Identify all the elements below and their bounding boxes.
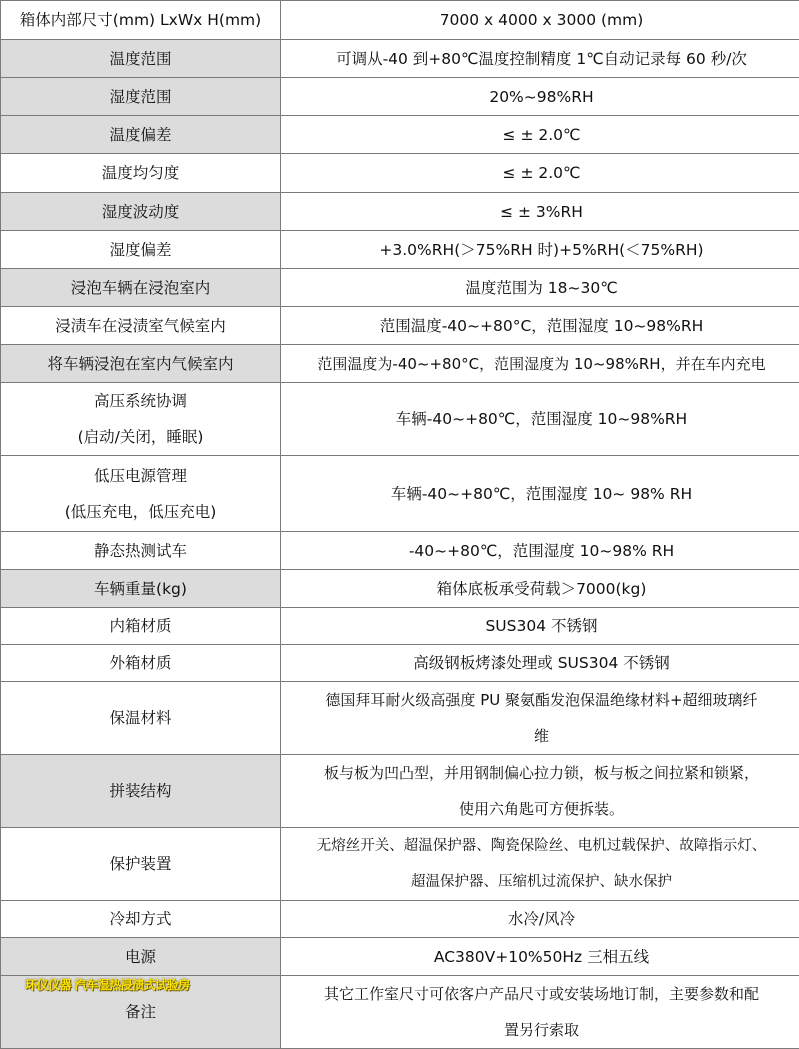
row-value: 温度范围为 18~30℃ [281, 269, 799, 307]
table-row [1, 78, 799, 116]
row-label-line: 高压系统协调 [2, 383, 279, 419]
table-row [1, 383, 799, 456]
row-value: -40~+80℃，范围湿度 10~98% RH [281, 532, 799, 570]
table-row [1, 608, 799, 645]
table-row [1, 231, 799, 269]
row-label: 温度偏差 [1, 116, 281, 154]
row-label: 湿度范围 [1, 78, 281, 116]
row-label [1, 456, 281, 532]
row-label: 湿度偏差 [1, 231, 281, 269]
table-row [1, 755, 799, 828]
row-value: 20%~98%RH [281, 78, 799, 116]
row-label: 浸泡车辆在浸泡室内 [1, 269, 281, 307]
row-label [1, 383, 281, 456]
table-row [1, 532, 799, 570]
row-label: 保温材料 [1, 682, 281, 755]
table-row [1, 269, 799, 307]
row-value: AC380V+10%50Hz 三相五线 [281, 938, 799, 976]
row-label: 拼装结构 [1, 755, 281, 828]
row-value: 车辆-40~+80℃，范围湿度 10~98%RH [281, 383, 799, 456]
row-label-text: 备注 [125, 1003, 156, 1021]
table-row [1, 154, 799, 193]
row-value [281, 976, 799, 1049]
table-row [1, 345, 799, 383]
row-value [281, 828, 799, 901]
row-label [1, 976, 281, 1049]
table-row [1, 40, 799, 78]
table-row [1, 682, 799, 755]
table-row [1, 828, 799, 901]
row-label: 车辆重量(kg) [1, 570, 281, 608]
row-label: 温度均匀度 [1, 154, 281, 193]
row-value: SUS304 不锈钢 [281, 608, 799, 645]
watermark-text: 环仪仪器 汽车湿热浸渍式试验房 [25, 978, 190, 992]
row-value-line: 超温保护器、压缩机过流保护、缺水保护 [282, 864, 799, 900]
row-value-line: 使用六角匙可方便拆装。 [282, 791, 799, 827]
row-label: 外箱材质 [1, 645, 281, 682]
row-value: 水冷/风冷 [281, 901, 799, 938]
table-row [1, 193, 799, 231]
table-row [1, 1, 799, 40]
row-label: 将车辆浸泡在室内气候室内 [1, 345, 281, 383]
row-label: 电源 [1, 938, 281, 976]
row-label: 箱体内部尺寸(mm) LxWx H(mm) [1, 1, 281, 40]
row-label: 内箱材质 [1, 608, 281, 645]
row-value: 范围温度-40~+80°C，范围湿度 10~98%RH [281, 307, 799, 345]
table-row [1, 116, 799, 154]
row-value-line: 板与板为凹凸型，并用钢制偏心拉力锁，板与板之间拉紧和锁紧， [282, 755, 799, 791]
row-label: 静态热测试车 [1, 532, 281, 570]
row-value: 车辆-40~+80℃，范围湿度 10~ 98% RH [281, 456, 799, 532]
table-row [1, 901, 799, 938]
row-label: 冷却方式 [1, 901, 281, 938]
row-label-line: (低压充电，低压充电) [2, 494, 279, 530]
row-label-line: 低压电源管理 [2, 458, 279, 494]
row-value: ≤ ± 2.0℃ [281, 154, 799, 193]
row-value: 范围温度为-40~+80°C，范围湿度为 10~98%RH，并在车内充电 [281, 345, 799, 383]
table-row [1, 976, 799, 1049]
row-value-line: 其它工作室尺寸可依客户产品尺寸或安装场地订制，主要参数和配 [282, 976, 799, 1012]
row-label: 湿度波动度 [1, 193, 281, 231]
row-value [281, 755, 799, 828]
row-value-line: 置另行索取 [282, 1012, 799, 1048]
row-value: 箱体底板承受荷载＞7000(kg) [281, 570, 799, 608]
row-value: ≤ ± 2.0℃ [281, 116, 799, 154]
row-label: 温度范围 [1, 40, 281, 78]
row-label: 保护装置 [1, 828, 281, 901]
row-value: 7000 x 4000 x 3000 (mm) [281, 1, 799, 40]
row-label: 浸渍车在浸渍室气候室内 [1, 307, 281, 345]
row-value: 高级钢板烤漆处理或 SUS304 不锈钢 [281, 645, 799, 682]
row-value-line: 无熔丝开关、超温保护器、陶瓷保险丝、电机过载保护、故障指示灯、 [282, 828, 799, 864]
row-value: +3.0%RH(＞75%RH 时)+5%RH(＜75%RH) [281, 231, 799, 269]
table-row [1, 570, 799, 608]
row-value: 可调从-40 到+80℃温度控制精度 1℃自动记录每 60 秒/次 [281, 40, 799, 78]
row-value-line: 德国拜耳耐火级高强度 PU 聚氨酯发泡保温绝缘材料+超细玻璃纤 [282, 682, 799, 718]
row-value: ≤ ± 3%RH [281, 193, 799, 231]
row-label-line: (启动/关闭，睡眠) [2, 419, 279, 455]
table-row [1, 645, 799, 682]
row-value-line: 维 [282, 718, 799, 754]
row-value [281, 682, 799, 755]
table-row [1, 938, 799, 976]
table-row [1, 307, 799, 345]
table-row [1, 456, 799, 532]
